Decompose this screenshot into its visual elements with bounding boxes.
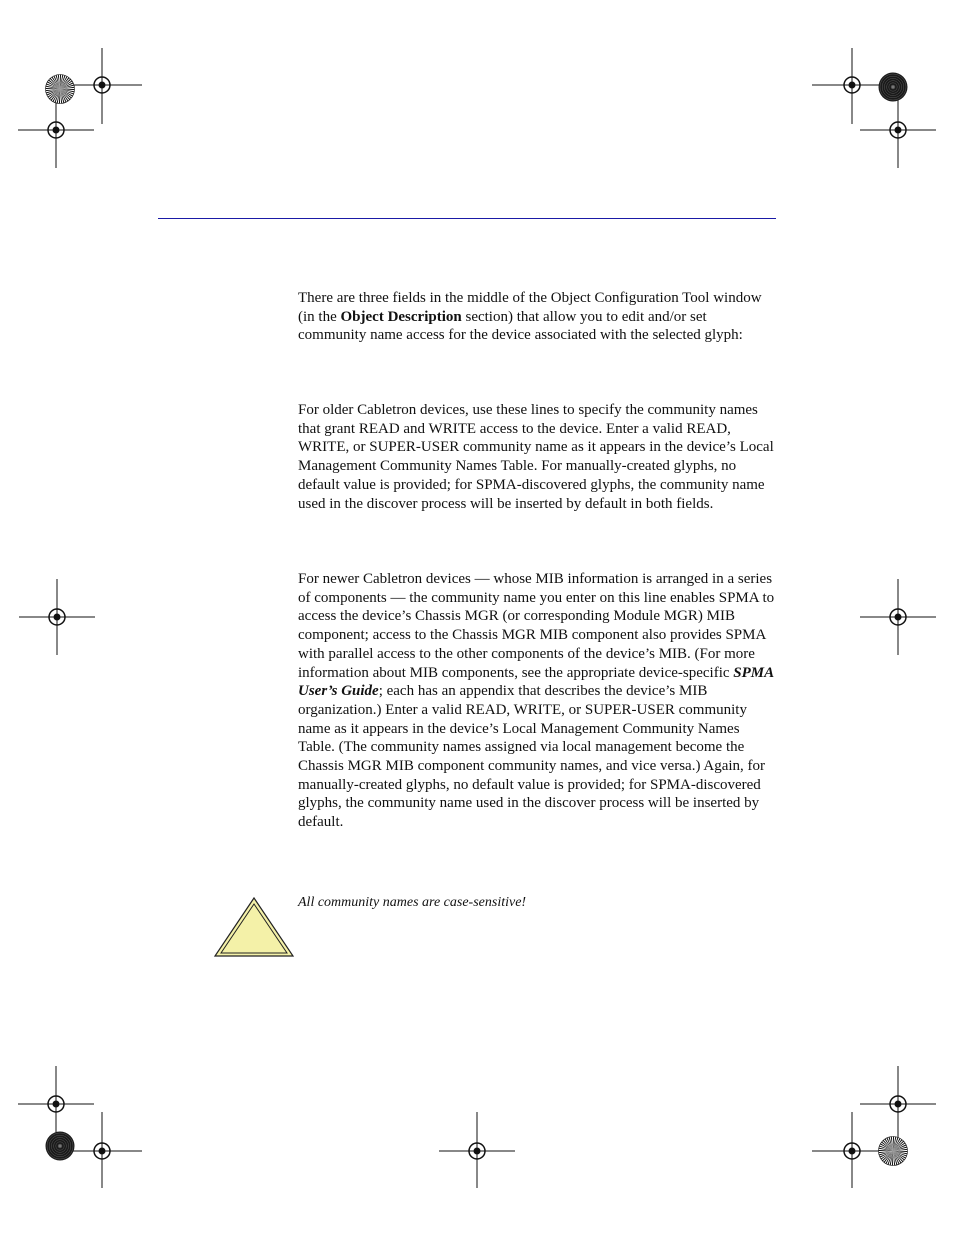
user-guide-title: SPMA User’s Guide <box>298 664 774 700</box>
older-devices-paragraph: For older Cabletron devices, use these lines to specify the community names that grant READ and WRITE access to the device. Enter a valid READ, WRITE, or SUPER-USER community name as it appears in the device’s Local Management Community Names Table. For manually-created glyphs, no default value is provided; for SPMA-discovered glyphs, the community name used in the discover process will be inserted by default in both fields. <box>298 402 774 512</box>
registration-crosshair-icon <box>19 579 95 655</box>
starburst-target-icon <box>45 74 75 104</box>
registration-crosshair-icon <box>860 92 936 168</box>
registration-crosshair-icon <box>860 579 936 655</box>
object-description-term: Object Description <box>340 308 462 325</box>
caution-triangle-icon <box>213 896 295 958</box>
starburst-target-icon <box>878 1136 908 1166</box>
concentric-target-icon <box>45 1131 75 1161</box>
registration-crosshair-icon <box>439 1112 515 1188</box>
concentric-target-icon <box>878 72 908 102</box>
intro-paragraph: There are three fields in the middle of the Object Configuration Tool window (in the Object Description section) that allow you to edit and/or set community name access for the device associated with the selected glyph: <box>298 290 762 344</box>
caution-text: All community names are case-sensitive! <box>298 895 527 910</box>
newer-devices-paragraph: For newer Cabletron devices — whose MIB information is arranged in a series of components — the community name you enter on this line enables SPMA to access the device’s Chassis MGR (or corresponding Module MGR) MIB component; access to the Chassis MGR MIB component also provides SPMA with parallel access to the other components of the device’s MIB. (For more information about MIB components, see the appropriate device-specific SPMA User’s Guide; each has an appendix that describes the device’s MIB organization.) Enter a valid READ, WRITE, or SUPER-USER community name as it appears in the device’s Local Management Community Names Table. (The community names assigned via local management become the Chassis MGR MIB component community names, and vice versa.) Again, for manually-created glyphs, no default value is provided; for SPMA-discovered glyphs, the community name used in the discover process will be inserted by default. <box>298 571 775 831</box>
header-rule <box>158 218 776 219</box>
